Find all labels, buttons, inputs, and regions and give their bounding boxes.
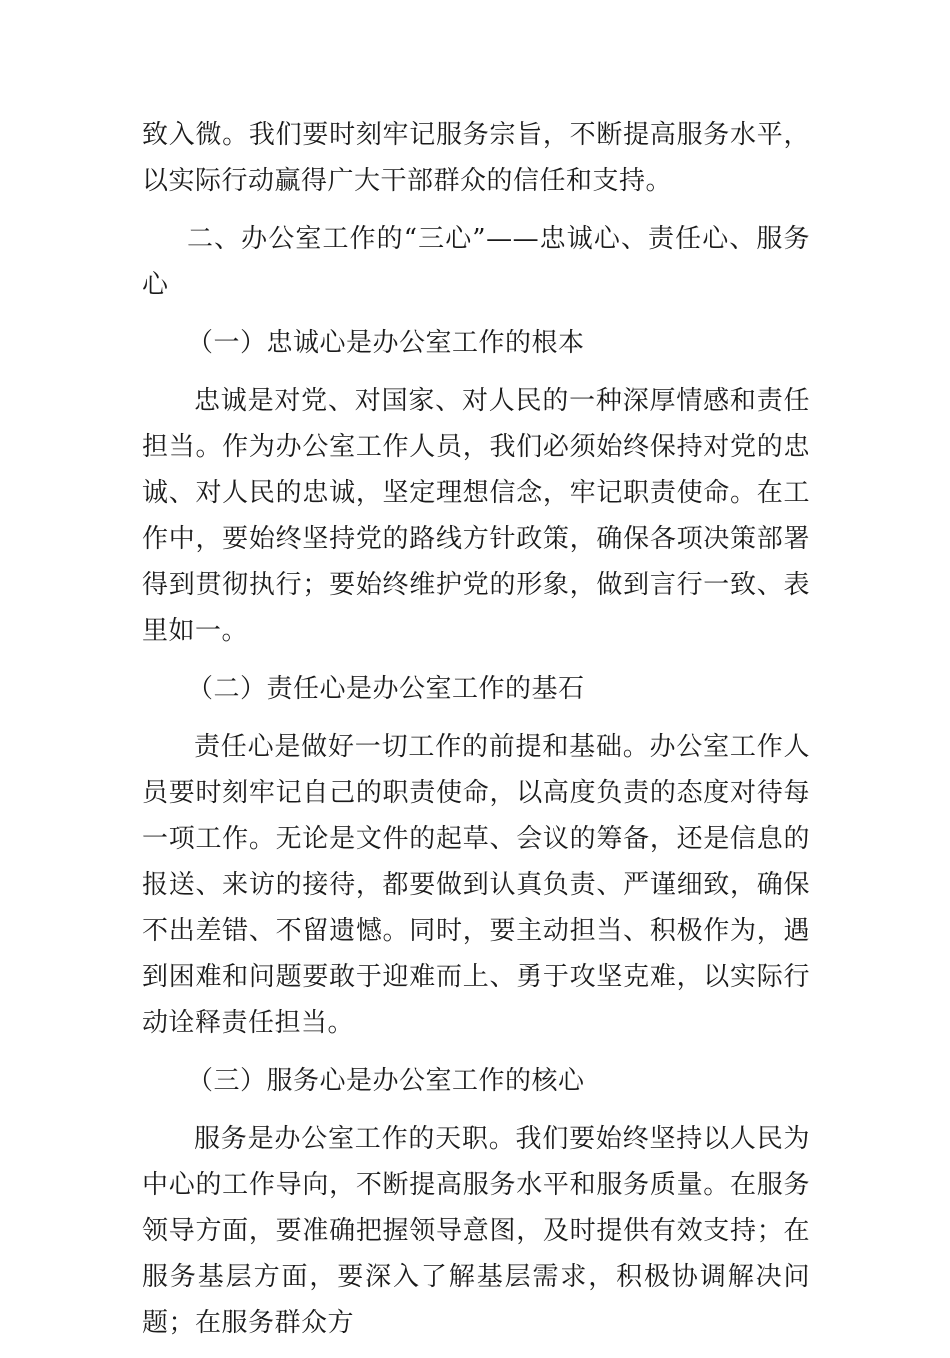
subheading-responsibility: （二）责任心是办公室工作的基石: [187, 674, 585, 704]
subheading-service: （三）服务心是办公室工作的核心: [187, 1066, 585, 1096]
paragraph-service: 服务是办公室工作的天职。我们要始终坚持以人民为中心的工作导向，不断提高服务水平和服务质量。在服务领导方面，要准确把握领导意图，及时提供有效支持；在服务基层方面，要深入了解基层需求，积极协调解决问题；在服务群众方: [142, 1124, 810, 1338]
paragraph-continuation: 致入微。我们要时刻牢记服务宗旨，不断提高服务水平，以实际行动赢得广大干部群众的信任和支持。: [142, 120, 810, 196]
subheading-loyalty: （一）忠诚心是办公室工作的根本: [187, 328, 585, 358]
paragraph-responsibility: 责任心是做好一切工作的前提和基础。办公室工作人员要时刻牢记自己的职责使命，以高度负责的态度对待每一项工作。无论是文件的起草、会议的筹备，还是信息的报送、来访的接待，都要做到认真负责、严谨细致，确保不出差错、不留遗憾。同时，要主动担当、积极作为，遇到困难和问题要敢于迎难而上、勇于攻坚克难，以实际行动诠释责任担当。: [142, 732, 810, 1038]
section-heading: 二、办公室工作的“三心”——忠诚心、责任心、服务心: [142, 224, 810, 300]
document-body: [142, 112, 810, 1358]
paragraph-loyalty: 忠诚是对党、对国家、对人民的一种深厚情感和责任担当。作为办公室工作人员，我们必须始终保持对党的忠诚、对人民的忠诚，坚定理想信念，牢记职责使命。在工作中，要始终坚持党的路线方针政策，确保各项决策部署得到贯彻执行；要始终维护党的形象，做到言行一致、表里如一。: [142, 386, 810, 646]
